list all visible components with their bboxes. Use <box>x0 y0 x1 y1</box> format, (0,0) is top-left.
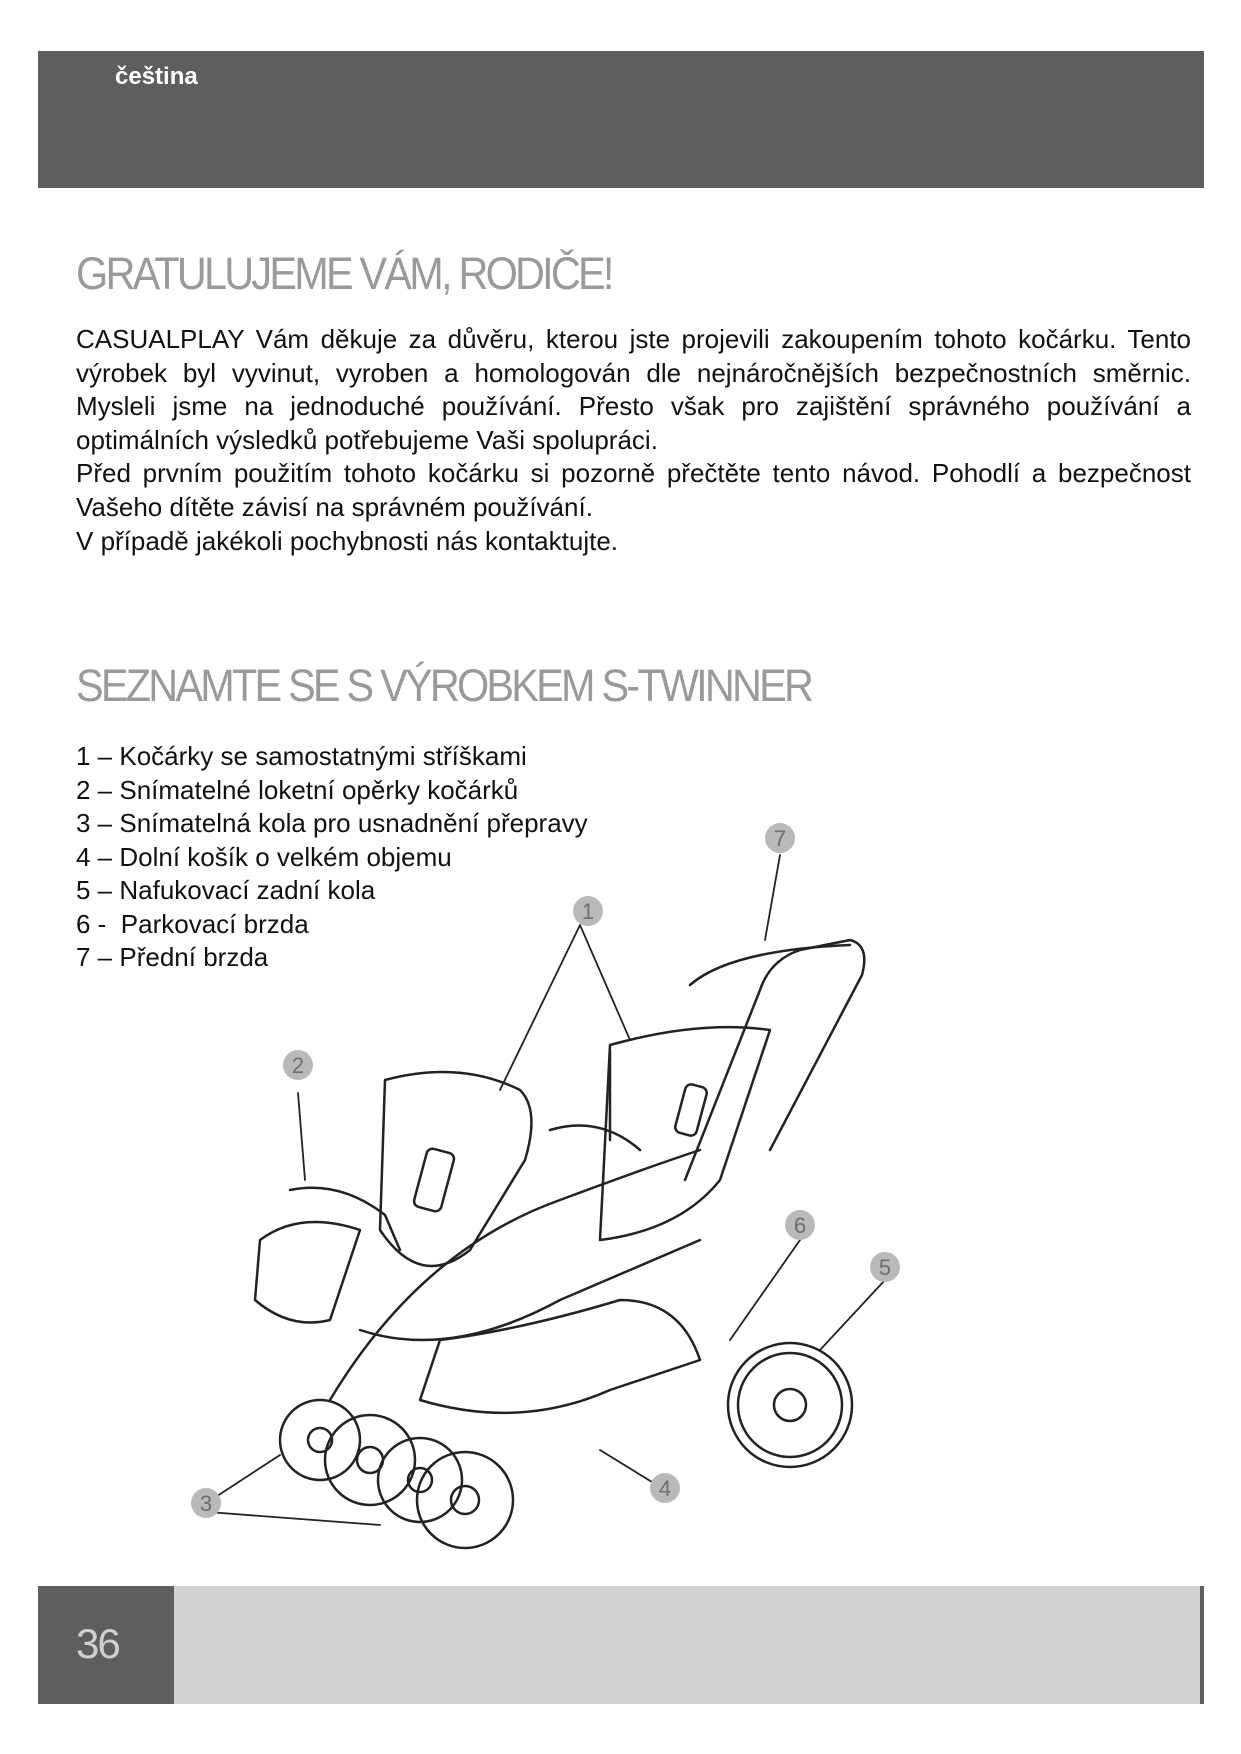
legend-item: 1 – Kočárky se samostatnými stříškami <box>76 741 527 771</box>
callout-lines <box>208 855 885 1525</box>
legend-item: 4 – Dolní košík o velkém objemu <box>76 841 452 872</box>
footer-edge <box>1200 1586 1204 1704</box>
section-title-congratulations: GRATULUJEME VÁM, RODIČE! <box>76 248 612 299</box>
callout-1: 1 <box>581 899 595 924</box>
callout-7: 7 <box>773 826 787 851</box>
legend-item: 6 - Parkovací brzda <box>76 908 309 939</box>
stroller-illustration <box>160 800 900 1560</box>
handlebar <box>690 945 850 985</box>
footer-bar <box>174 1586 1200 1704</box>
front-seat <box>380 1072 531 1266</box>
intro-paragraph: Před prvním použitím tohoto kočárku si pozorně přečtěte tento návod. Pohodlí a bezpečnost Vašeho dítěte závisí na správném používání. <box>76 458 1191 522</box>
rear-wheel <box>728 1343 852 1467</box>
chassis <box>330 1150 700 1400</box>
callout-5: 5 <box>878 1255 892 1280</box>
callout-3: 3 <box>199 1491 213 1516</box>
legend-item: 2 – Snímatelné loketní opěrky kočárků <box>76 774 519 805</box>
legend-item: 3 – Snímatelná kola pro usnadnění přepravy <box>76 808 588 838</box>
callout-circles <box>191 823 900 1518</box>
intro-paragraph: CASUALPLAY Vám děkuje za důvěru, kterou jste projevili zakoupením tohoto kočárku. Tento výrobek byl vyvinut, vyroben a homologován dle nejnáročnějších bezpečnostních směrnic. Mysleli jsme na jednoduché používání. Přesto však pro zajištění správného používání a optimálních výsledků potřebujeme Vaši spolupráci. <box>76 324 1191 455</box>
armrest-front <box>290 1188 400 1250</box>
legend-item: 7 – Přední brzda <box>76 942 269 972</box>
header-bar <box>38 51 1204 188</box>
language-label: čeština <box>115 63 198 90</box>
callout-2: 2 <box>291 1053 305 1078</box>
legend-item: 5 – Nafukovací zadní kola <box>76 875 376 905</box>
section-title-product: SEZNAMTE SE S VÝROBKEM S-TWINNER <box>76 660 812 711</box>
front-wheels <box>280 1400 513 1548</box>
armrest-rear <box>550 1126 640 1151</box>
callout-6: 6 <box>793 1213 807 1238</box>
page-number: 36 <box>76 1620 119 1667</box>
basket <box>420 1300 700 1413</box>
footrest <box>255 1222 360 1323</box>
intro-paragraph: V případě jakékoli pochybnosti nás kontaktujte. <box>76 525 619 556</box>
handle-frame <box>685 940 864 1180</box>
callout-4: 4 <box>658 1476 672 1501</box>
intro-text <box>76 323 1191 558</box>
